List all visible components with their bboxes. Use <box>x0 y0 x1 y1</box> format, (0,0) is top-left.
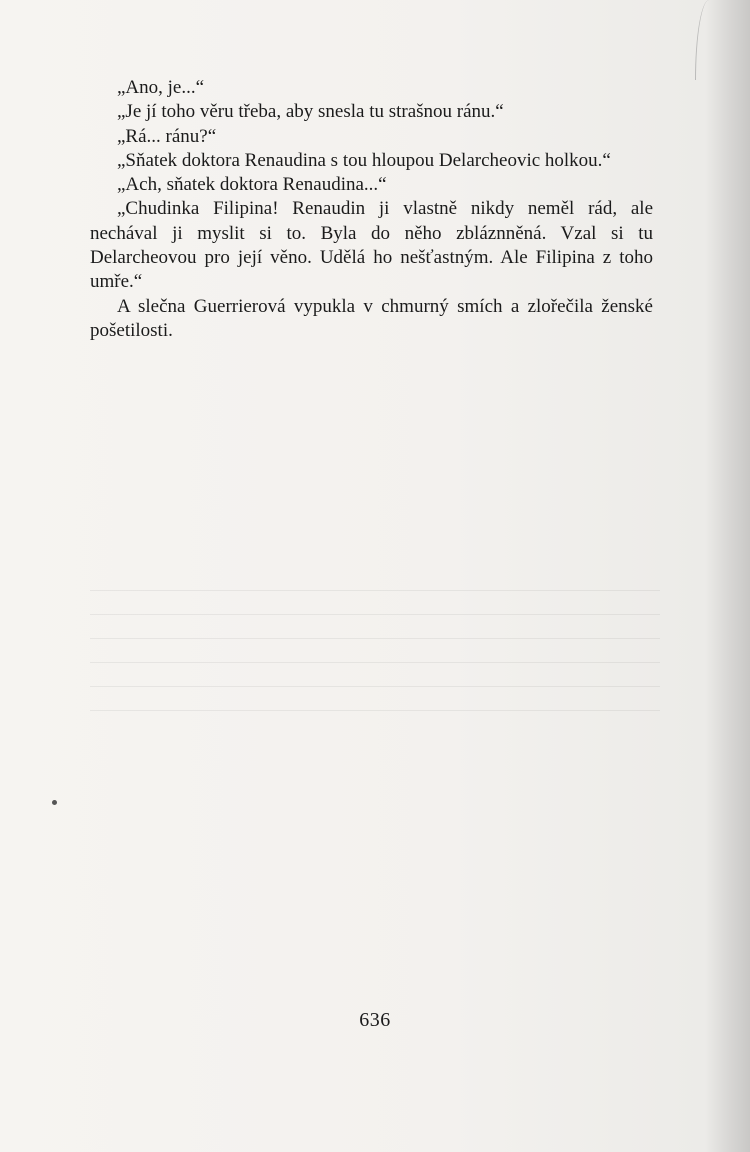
show-through-text <box>90 590 660 720</box>
paragraph-2: „Je jí toho věru třeba, aby snesla tu strašnou ránu.“ <box>117 101 504 123</box>
paragraph-5: „Ach, sňatek doktora Renaudina...“ <box>117 174 387 196</box>
body-text <box>90 76 653 343</box>
paragraph-3: „Rá... ránu?“ <box>117 125 217 147</box>
paragraph-4: „Sňatek doktora Renaudina s tou hloupou Delarcheovic holkou.“ <box>117 149 611 171</box>
page-edge-curl <box>695 0 710 80</box>
margin-speck <box>52 800 57 805</box>
paragraph-1: „Ano, je...“ <box>117 77 205 98</box>
paragraph-7: A slečna Guerrierová vypukla v chmurný smích a zlořečila ženské pošetilosti. <box>90 295 653 341</box>
paragraph-6: „Chudinka Filipina! Renaudin ji vlastně nikdy neměl rád, ale nechával ji myslit si to. Byla do něho zbláznněná. Vzal si tu Delarcheovou pro její věno. Udělá ho nešťastným. Ale Filipina z toho umře.“ <box>90 198 653 293</box>
page-number: 636 <box>359 1009 391 1031</box>
